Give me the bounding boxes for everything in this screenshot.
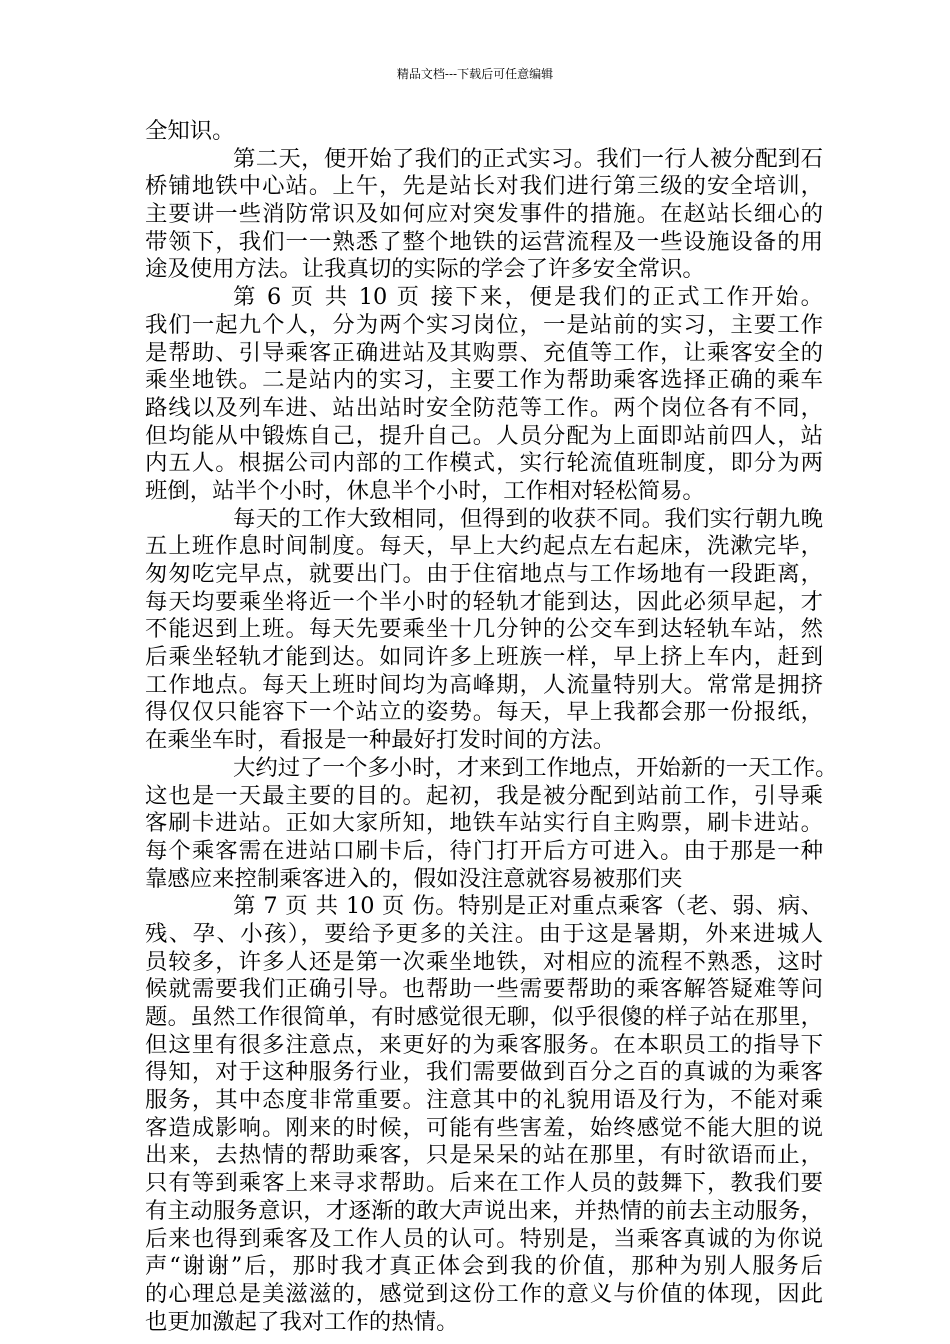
text-line: 路线以及列车进、站出站时安全防范等工作。两个岗位各有不同，: [145, 394, 823, 421]
text-line: 声“谢谢”后，那时我才真正体会到我的价值，那种为别人服务后: [145, 1253, 823, 1280]
page-header: 精品文档---下载后可任意编辑: [396, 67, 554, 81]
text-line: 只有等到乘客上来寻求帮助。后来在工作人员的鼓舞下，教我们要: [145, 1170, 823, 1197]
text-line: 每个乘客需在进站口刷卡后，待门打开后方可进入。由于那是一种: [145, 837, 823, 864]
text-line: 五上班作息时间制度。每天，早上大约起点左右起床，洗漱完毕，: [145, 533, 823, 560]
text-line: 后乘坐轻轨才能到达。如同许多上班族一样，早上挤上车内，赶到: [145, 644, 823, 671]
text-line: 班倒，站半个小时，休息半个小时，工作相对轻松简易。: [145, 477, 705, 504]
text-line: 工作地点。每天上班时间均为高峰期，人流量特别大。常常是拥挤: [145, 671, 823, 698]
text-line: 带领下，我们一一熟悉了整个地铁的运营流程及一些设施设备的用: [145, 228, 823, 255]
text-line: 是帮助、引导乘客正确进站及其购票、充值等工作，让乘客安全的: [145, 339, 823, 366]
text-line: 但均能从中锻炼自己，提升自己。人员分配为上面即站前四人，站: [145, 422, 823, 449]
text-line: 题。虽然工作很简单，有时感觉很无聊，似乎很傻的样子站在那里，: [145, 1004, 823, 1030]
text-line: 我们一起九个人，分为两个实习岗位，一是站前的实习，主要工作: [145, 311, 823, 338]
text-line: 匆匆吃完早点，就要出门。由于住宿地点与工作场地有一段距离，: [145, 561, 823, 587]
text-line: 但这里有很多注意点，来更好的为乘客服务。在本职员工的指导下: [145, 1031, 823, 1058]
text-line: 第 7 页 共 10 页 伤。特别是正对重点乘客（老、弱、病、: [233, 893, 823, 920]
text-line: 有主动服务意识，才逐渐的敢大声说出来，并热情的前去主动服务，: [145, 1197, 823, 1224]
text-line: 第 6 页 共 10 页 接下来，便是我们的正式工作开始。: [233, 284, 823, 311]
text-line: 在乘坐车时，看报是一种最好打发时间的方法。: [145, 727, 616, 754]
text-line: 桥铺地铁中心站。上午，先是站长对我们进行第三级的安全培训，: [145, 173, 823, 200]
text-line: 大约过了一个多小时，才来到工作地点，开始新的一天工作。: [233, 754, 838, 781]
body-text: [145, 118, 838, 1336]
text-line: 得知，对于这种服务行业，我们需要做到百分之百的真诚的为乘客: [145, 1059, 823, 1086]
text-line: 客造成影响。刚来的时候，可能有些害羞，始终感觉不能大胆的说: [145, 1114, 823, 1141]
text-line: 每天的工作大致相同，但得到的收获不同。我们实行朝九晚: [233, 505, 823, 532]
text-line: 后来也得到乘客及工作人员的认可。特别是，当乘客真诚的为你说: [145, 1225, 823, 1252]
text-line: 的心理总是美滋滋的，感觉到这份工作的意义与价值的体现，因此: [145, 1280, 823, 1307]
text-line: 服务，其中态度非常重要。注意其中的礼貌用语及行为，不能对乘: [145, 1087, 823, 1114]
text-line: 不能迟到上班。每天先要乘坐十几分钟的公交车到达轻轨车站，然: [145, 616, 823, 643]
text-line: 乘坐地铁。二是站内的实习，主要工作为帮助乘客选择正确的乘车: [145, 367, 823, 394]
text-line: 得仅仅只能容下一个站立的姿势。每天，早上我都会那一份报纸，: [145, 699, 823, 726]
text-line: 这也是一天最主要的目的。起初，我是被分配到站前工作，引导乘: [145, 782, 823, 809]
text-line: 员较多，许多人还是第一次乘坐地铁，对相应的流程不熟悉，这时: [145, 948, 823, 975]
text-line: 靠感应来控制乘客进入的，假如没注意就容易被那们夹: [145, 865, 683, 892]
text-line: 出来，去热情的帮助乘客，只是呆呆的站在那里，有时欲语而止，: [145, 1142, 823, 1169]
text-line: 主要讲一些消防常识及如何应对突发事件的措施。在赵站长细心的: [145, 201, 823, 228]
text-line: 内五人。根据公司内部的工作模式，实行轮流值班制度，即分为两: [145, 450, 823, 477]
text-line: 途及使用方法。让我真切的实际的学会了许多安全常识。: [145, 256, 705, 283]
text-line: 残、孕、小孩），要给予更多的关注。由于这是暑期，外来进城人: [145, 920, 823, 947]
text-line: 全知识。: [145, 118, 235, 144]
text-line: 也更加激起了我对工作的热情。: [145, 1308, 459, 1335]
text-line: 第二天，便开始了我们的正式实习。我们一行人被分配到石: [233, 145, 823, 172]
text-line: 候就需要我们正确引导。也帮助一些需要帮助的乘客解答疑难等问: [145, 976, 823, 1003]
text-line: 每天均要乘坐将近一个半小时的轻轨才能到达，因此必须早起，才: [145, 588, 823, 615]
text-line: 客刷卡进站。正如大家所知，地铁车站实行自主购票，刷卡进站。: [145, 810, 823, 837]
